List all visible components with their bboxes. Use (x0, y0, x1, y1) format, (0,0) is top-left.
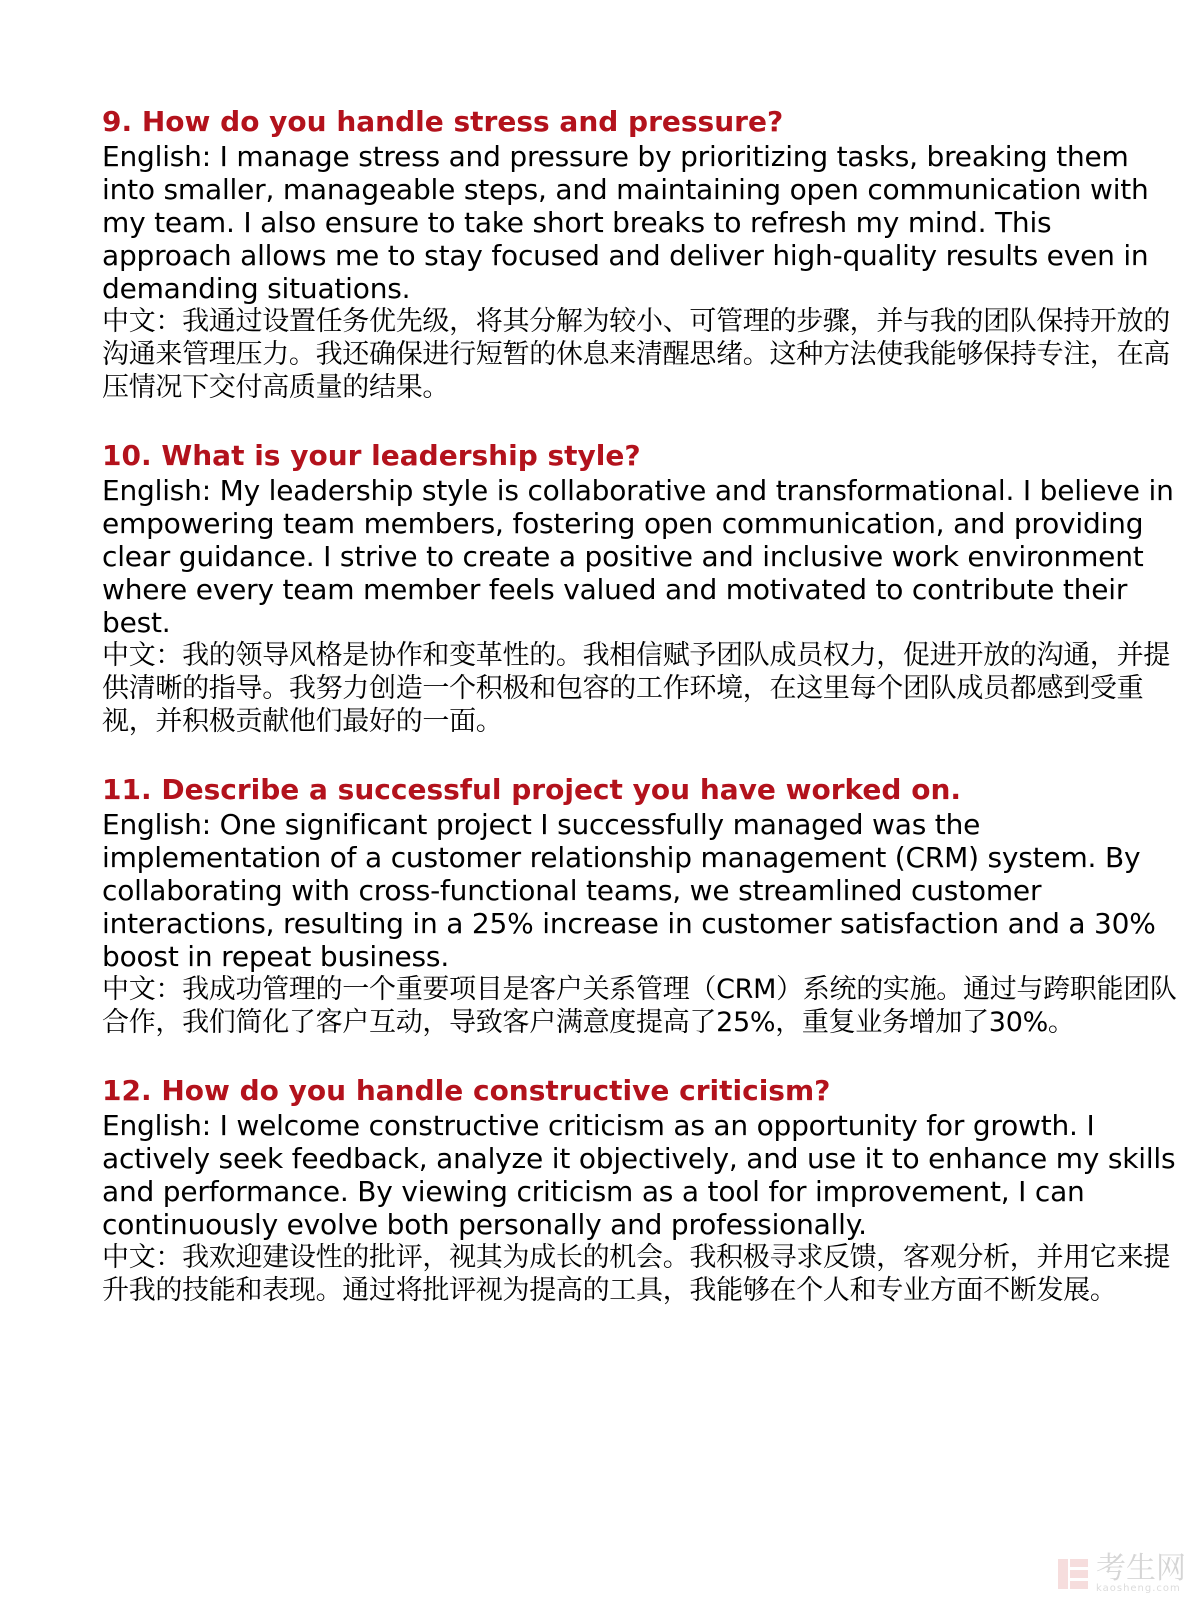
kaosheng-logo-icon (1056, 1557, 1090, 1591)
question-heading: 11. Describe a successful project you have worked on. (102, 773, 962, 806)
english-answer: English: One significant project I successfully managed was the implementation of a customer relationship management (CRM) system. By collaborating with cross-functional teams, we streamlined customer interactions, resulting in a 25% increase in customer satisfaction and a 30% boost in repeat business. (102, 808, 1156, 973)
site-watermark (1056, 1551, 1186, 1594)
qa-item-10 (102, 438, 1182, 738)
question-heading: 9. How do you handle stress and pressure? (102, 105, 784, 138)
chinese-answer: 中文：我欢迎建设性的批评，视其为成长的机会。我积极寻求反馈，客观分析，并用它来提升我的技能和表现。通过将批评视为提高的工具，我能够在个人和专业方面不断发展。 (102, 1242, 1170, 1306)
watermark-chinese-text: 考生网 (1096, 1551, 1186, 1586)
qa-document (102, 104, 1182, 1341)
english-answer: English: I welcome constructive criticism as an opportunity for growth. I actively seek feedback, analyze it objectively, and use it to enhance my skills and performance. By viewing criticism as a tool for improvement, I can continuously evolve both personally and professionally. (102, 1109, 1176, 1241)
qa-item-9 (102, 104, 1182, 404)
question-heading: 12. How do you handle constructive criticism? (102, 1074, 831, 1107)
watermark-domain-text: kaosheng.com (1096, 1583, 1181, 1594)
english-answer: English: I manage stress and pressure by prioritizing tasks, breaking them into smaller, manageable steps, and maintaining open communication with my team. I also ensure to take short breaks to refresh my mind. This approach allows me to stay focused and deliver high-quality results even in demanding situations. (102, 140, 1149, 305)
qa-item-11 (102, 772, 1182, 1039)
chinese-answer: 中文：我的领导风格是协作和变革性的。我相信赋予团队成员权力，促进开放的沟通，并提供清晰的指导。我努力创造一个积极和包容的工作环境，在这里每个团队成员都感到受重视，并积极贡献他们最好的一面。 (102, 640, 1170, 737)
chinese-answer: 中文：我通过设置任务优先级，将其分解为较小、可管理的步骤，并与我的团队保持开放的沟通来管理压力。我还确保进行短暂的休息来清醒思绪。这种方法使我能够保持专注，在高压情况下交付高质量的结果。 (102, 306, 1170, 403)
english-answer: English: My leadership style is collaborative and transformational. I believe in empowering team members, fostering open communication, and providing clear guidance. I strive to create a positive and inclusive work environment where every team member feels valued and motivated to contribute their best. (102, 474, 1174, 639)
question-heading: 10. What is your leadership style? (102, 439, 641, 472)
qa-item-12 (102, 1073, 1182, 1307)
chinese-answer: 中文：我成功管理的一个重要项目是客户关系管理（CRM）系统的实施。通过与跨职能团队合作，我们简化了客户互动，导致客户满意度提高了25%，重复业务增加了30%。 (102, 974, 1177, 1038)
